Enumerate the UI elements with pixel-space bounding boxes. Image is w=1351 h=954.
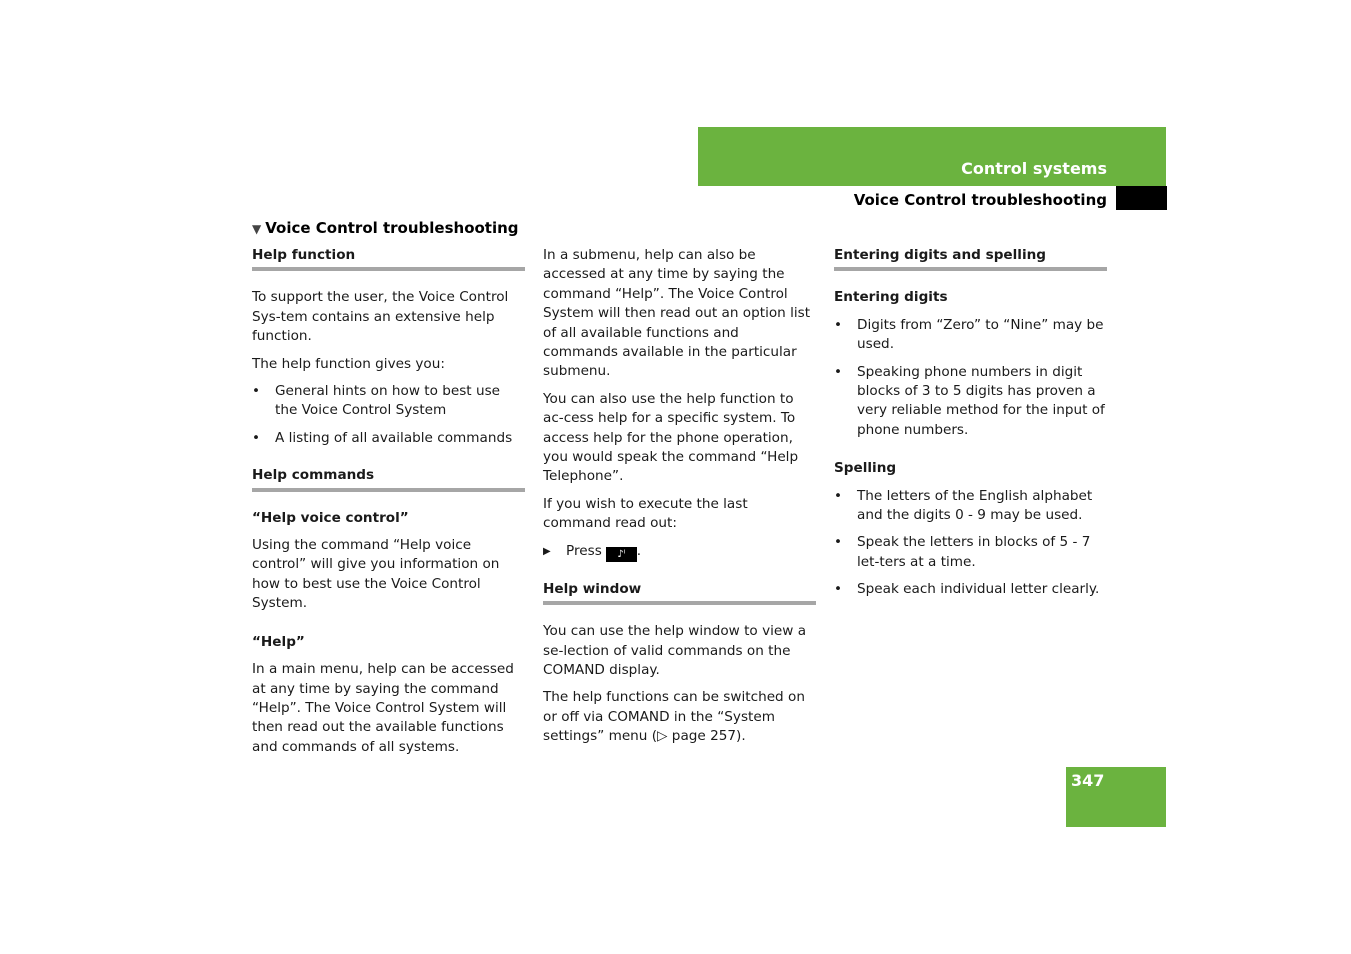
help-commands-heading: Help commands: [252, 467, 375, 484]
step-arrow-icon: ▶: [543, 545, 551, 557]
page-number: 347: [1071, 771, 1105, 790]
paragraph: You can use the help window to view a se-lection of valid commands on the COMAND display.: [543, 623, 807, 678]
help-window-heading: Help window: [543, 580, 642, 597]
help-function-heading: Help function: [252, 247, 356, 263]
section-header-title: Voice Control troubleshooting: [853, 191, 1107, 209]
section-title-text: Voice Control troubleshooting: [265, 219, 519, 237]
header-tab-marker: [1116, 186, 1167, 210]
paragraph: In a submenu, help can also be accessed at any time by saying the command “Help”. The Voice Control System will then read out an option list of all available functions and commands available in the particular submenu.: [543, 247, 811, 380]
subheading: Entering digits: [834, 289, 948, 306]
paragraph: In a main menu, help can be accessed at any time by saying the command “Help”. The Voice Control System will then read out the available functions and commands of all systems.: [252, 661, 514, 755]
list-item: • The letters of the English alphabet and the digits 0 - 9 may be used.: [834, 487, 1093, 524]
list-item: • Digits from “Zero” to “Nine” may be used.: [834, 316, 1104, 353]
bullet-icon: •: [834, 363, 843, 380]
bullet-list: [252, 382, 525, 448]
column-1: [252, 246, 525, 765]
column-2: [543, 246, 816, 755]
bullet-icon: •: [252, 383, 261, 400]
bullet-icon: •: [834, 316, 843, 333]
chapter-title: Control systems: [961, 159, 1107, 178]
bullet-icon: •: [834, 487, 843, 504]
paragraph: To support the user, the Voice Control Sys-tem contains an extensive help function.: [252, 289, 509, 345]
bullet-list: [834, 316, 1107, 440]
section-title: [252, 219, 519, 237]
subheading: “Help”: [252, 633, 305, 650]
heading-rule: [834, 267, 1107, 271]
bullet-list: [834, 487, 1107, 600]
list-item: • Speak the letters in blocks of 5 - 7 let-ters at a time.: [834, 534, 1091, 570]
heading-rule: [543, 601, 816, 605]
heading-rule: [252, 488, 525, 492]
bullet-icon: •: [834, 534, 843, 551]
triangle-down-icon: ▼: [252, 222, 262, 236]
bullet-icon: •: [834, 581, 843, 598]
list-item: • Speaking phone numbers in digit blocks of 3 to 5 digits has proven a very reliable method for the input of phone numbers.: [834, 363, 1105, 438]
paragraph: If you wish to execute the last command read out:: [543, 495, 748, 532]
subheading: “Help voice control”: [252, 509, 409, 526]
subheading: Spelling: [834, 460, 897, 477]
column-3: [834, 246, 1107, 608]
paragraph: You can also use the help function to ac-cess help for a specific system. To access help for the phone operation, you would speak the command “Help Telephone”.: [543, 390, 799, 485]
voice-button-icon: ♪ˡ: [606, 547, 637, 562]
list-item: • A listing of all available commands: [252, 429, 525, 448]
paragraph: The help functions can be switched on or off via COMAND in the “System settings” menu (▷ page 257).: [543, 689, 805, 745]
list-item: • Speak each individual letter clearly.: [834, 580, 1107, 599]
paragraph: The help function gives you:: [252, 355, 445, 372]
list-item: • General hints on how to best use the Voice Control System: [252, 383, 501, 419]
instruction-step: ▶ Press ♪ˡ .: [543, 542, 642, 560]
heading-rule: [252, 267, 525, 271]
paragraph: Using the command “Help voice control” will give you information on how to best use the Voice Control System.: [252, 537, 500, 612]
bullet-icon: •: [252, 429, 261, 446]
entering-digits-spelling-heading: Entering digits and spelling: [834, 247, 1047, 263]
